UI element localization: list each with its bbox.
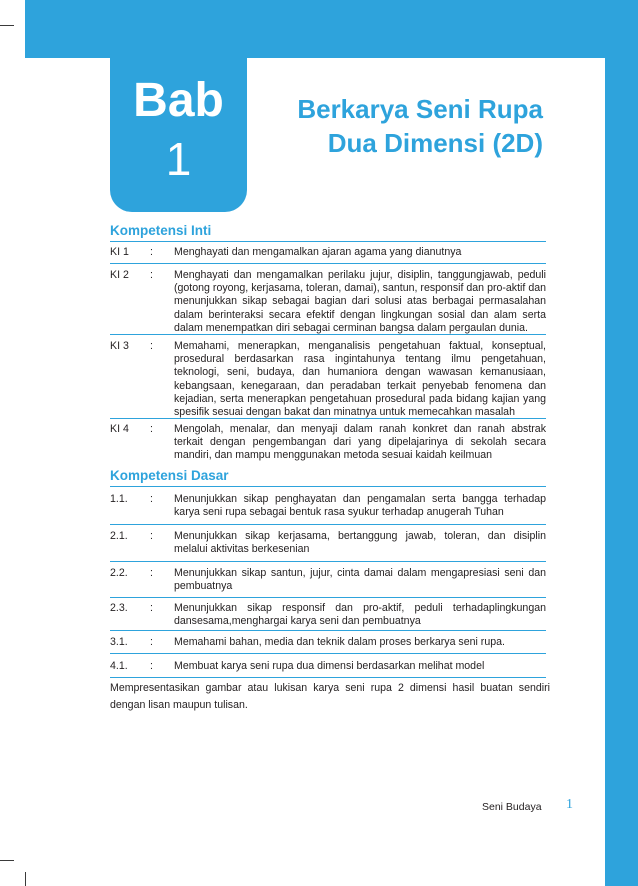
divider	[110, 486, 546, 487]
kd-text: Menunjukkan sikap penghayatan dan pengamalan serta bangga terhadap karya seni rupa sebagai bentuk rasa syukur terhadap anugerah Tuhan	[174, 493, 546, 519]
divider	[110, 597, 546, 598]
chapter-badge	[110, 58, 247, 212]
divider	[110, 241, 546, 242]
divider	[110, 630, 546, 631]
ki-code: KI 3	[110, 340, 129, 352]
header-band	[25, 0, 605, 58]
divider	[110, 653, 546, 654]
divider	[110, 418, 546, 419]
kd-row	[110, 636, 546, 649]
kompetensi-dasar-heading: Kompetensi Dasar	[110, 468, 229, 483]
ki-text: Menghayati dan mengamalkan ajaran agama yang dianutnya	[174, 246, 462, 258]
ki-colon: :	[150, 340, 153, 352]
crop-mark	[25, 872, 26, 886]
kd-row	[110, 602, 546, 628]
ki-text: Memahami, menerapkan, menganalisis pengetahuan faktual, konseptual, prosedural berdasarkan rasa ingintahunya tentang ilmu pengetahuan, teknologi, seni, budaya, dan humaniora dengan wawasan kemanusiaan, kebangsaan, kenegaraan, dan peradaban terkait penyebab fenomena dan kejadian, serta menerapkan pengetahuan prosedural pada bidang kajian yang spesifik sesuai dengan bakat dan minatnya untuk memecahkan masalah	[174, 340, 546, 419]
kd-colon: :	[150, 530, 153, 542]
kd-colon: :	[150, 602, 153, 614]
ki-code: KI 4	[110, 423, 129, 435]
page-number: 1	[566, 797, 573, 812]
side-bar	[605, 0, 638, 886]
divider	[110, 263, 546, 264]
ki-text: Mengolah, menalar, dan menyaji dalam ranah konkret dan ranah abstrak terkait dengan pengembangan dari yang dipelajarinya di sekolah secara mandiri, dan mampu menggunakan metoda sesuai kaidah keilmuan	[174, 423, 546, 462]
divider	[110, 561, 546, 562]
ki-colon: :	[150, 246, 153, 258]
chapter-number: 1	[165, 133, 192, 185]
ki-text: Menghayati dan mengamalkan perilaku jujur, disiplin, tanggungjawab, peduli (gotong royong, kerjasama, toleran, damai), santun, responsif dan pro-aktif dan menunjukkan sikap sebagai bagian dari solusi atas berbagai permasalahan dalam berinteraksi secara efektif dengan lingkungan sosial dan alam serta dalam menempatkan diri sebagai cerminan bangsa dalam pergaulan dunia.	[174, 269, 546, 334]
ki-colon: :	[150, 269, 153, 281]
kd-text: Menunjukkan sikap santun, jujur, cinta damai dalam mengapresiasi seni dan pembuatnya	[174, 567, 546, 593]
kd-row	[110, 660, 546, 673]
kd-colon: :	[150, 493, 153, 505]
kd-text: Membuat karya seni rupa dua dimensi berdasarkan melihat model	[174, 660, 485, 672]
ki-row	[110, 340, 546, 419]
ki-code: KI 1	[110, 246, 129, 258]
crop-mark	[0, 860, 14, 861]
kd-text: Menunjukkan sikap kerjasama, bertanggung jawab, toleran, dan disiplin melalui aktivitas berkesenian	[174, 530, 546, 556]
chapter-title-line2: Dua Dimensi (2D)	[327, 128, 543, 158]
kd-code: 2.3.	[110, 602, 128, 614]
kd-row	[110, 530, 546, 556]
kompetensi-inti-heading: Kompetensi Inti	[110, 223, 212, 238]
ki-code: KI 2	[110, 269, 129, 281]
ki-row	[110, 423, 546, 463]
divider	[110, 334, 546, 335]
ki-row	[110, 269, 546, 335]
kd-code: 4.1.	[110, 660, 128, 672]
kd-row	[110, 493, 546, 519]
crop-mark	[0, 25, 14, 26]
divider	[110, 524, 546, 525]
kd-code: 3.1.	[110, 636, 128, 648]
kd-code: 1.1.	[110, 493, 128, 505]
chapter-word: Bab	[133, 74, 224, 127]
chapter-title-line1: Berkarya Seni Rupa	[297, 94, 543, 124]
ki-row	[110, 246, 546, 259]
kd-text: Menunjukkan sikap responsif dan pro-aktif, peduli terhadaplingkungan dansesama,menghargai karya seni dan pembuatnya	[174, 602, 546, 628]
footer-label: Seni Budaya	[482, 801, 542, 813]
kd-row	[110, 567, 546, 593]
chapter-title	[297, 92, 543, 160]
kd-code: 2.1.	[110, 530, 128, 542]
kd-text: Memahami bahan, media dan teknik dalam proses berkarya seni rupa.	[174, 636, 505, 648]
kd-colon: :	[150, 636, 153, 648]
divider	[110, 677, 546, 678]
kd-colon: :	[150, 567, 153, 579]
ki-colon: :	[150, 423, 153, 435]
closing-paragraph: Mempresentasikan gambar atau lukisan karya seni rupa 2 dimensi hasil buatan sendiri dengan lisan maupun tulisan.	[110, 682, 550, 711]
kd-colon: :	[150, 660, 153, 672]
kd-code: 2.2.	[110, 567, 128, 579]
